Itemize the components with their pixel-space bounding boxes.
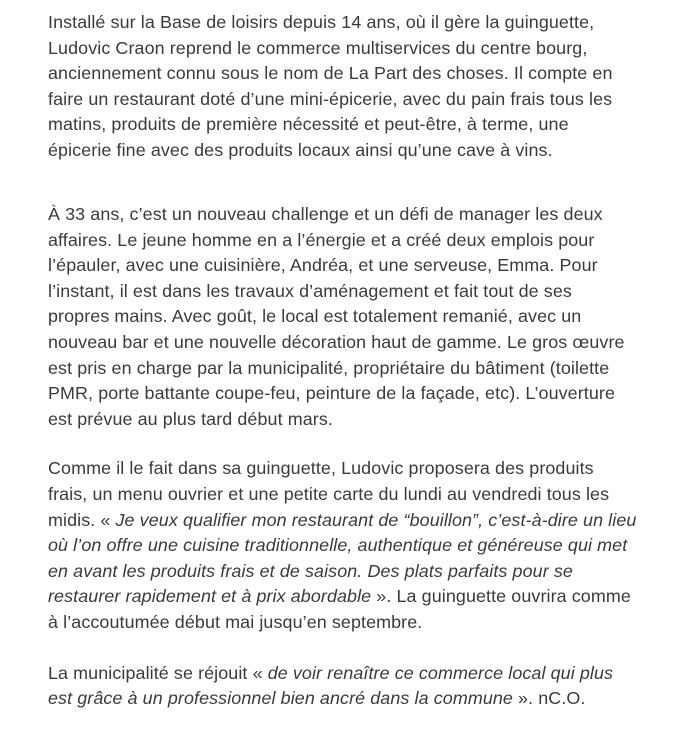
- text-line: [48, 533, 683, 559]
- paragraph-bouillon: [48, 456, 683, 635]
- text-line: anciennement connu sous le nom de La Part des choses. Il compte en: [48, 63, 613, 84]
- quote-text: en avant les produits frais et de saison. Des plats parfaits pour se: [48, 560, 573, 581]
- quote-text: de voir renaître ce commerce local qui plus: [267, 662, 614, 683]
- text-line: est prévue au plus tard début mars.: [48, 408, 333, 429]
- text-line: affaires. Le jeune homme en a l’énergie et a créé deux emplois pour: [48, 229, 595, 250]
- text-line: [48, 686, 683, 712]
- text-line: [48, 508, 683, 534]
- quote-text: restaurer rapidement et à prix abordable: [48, 586, 372, 607]
- text-plain: La municipalité se réjouit «: [48, 662, 268, 683]
- text-line: à l’accoutumée début mai jusqu’en septembre.: [48, 611, 423, 632]
- text-line: nouveau bar et une nouvelle décoration haut de gamme. Le gros œuvre: [48, 331, 625, 352]
- author-signature: ». nC.O.: [512, 688, 586, 709]
- text-line: [48, 584, 683, 610]
- text-plain: midis. «: [48, 509, 116, 530]
- text-line: propres mains. Avec goût, le local est totalement remanié, avec un: [48, 306, 582, 327]
- quote-text: où l’on offre une cuisine traditionnelle, authentique et généreuse qui met: [48, 535, 628, 556]
- text-line: [48, 661, 683, 687]
- text-line: faire un restaurant doté d’une mini-épicerie, avec du pain frais tous les: [48, 88, 613, 109]
- text-line: épicerie fine avec des produits locaux ainsi qu’une cave à vins.: [48, 139, 553, 160]
- article-body: [48, 10, 683, 712]
- paragraph-municipality: [48, 661, 683, 712]
- paragraph-intro: [48, 10, 683, 164]
- quote-text: est grâce à un professionnel bien ancré dans la commune: [48, 688, 513, 709]
- paragraph-challenge: [48, 202, 683, 432]
- text-line: [48, 559, 683, 585]
- text-line: l’instant, il est dans les travaux d’aménagement et fait tout de ses: [48, 280, 572, 301]
- text-line: À 33 ans, c’est un nouveau challenge et un défi de manager les deux: [48, 204, 603, 224]
- text-plain: ». La guinguette ouvrira comme: [371, 586, 631, 607]
- text-line: frais, un menu ouvrier et une petite carte du lundi au vendredi tous les: [48, 483, 610, 504]
- text-line: est pris en charge par la municipalité, propriétaire du bâtiment (toilette: [48, 357, 610, 378]
- text-line: PMR, porte battante coupe-feu, peinture de la façade, etc). L’ouverture: [48, 383, 616, 404]
- text-line: Ludovic Craon reprend le commerce multiservices du centre bourg,: [48, 37, 588, 58]
- text-line: Installé sur la Base de loisirs depuis 14 ans, où il gère la guinguette,: [48, 12, 595, 32]
- text-line: Comme il le fait dans sa guinguette, Ludovic proposera des produits: [48, 458, 594, 479]
- text-line: matins, produits de première nécessité et peut-être, à terme, une: [48, 114, 569, 135]
- text-line: l’épauler, avec une cuisinière, Andréa, et une serveuse, Emma. Pour: [48, 255, 598, 276]
- quote-text: Je veux qualifier mon restaurant de “bouillon”, c’est-à-dire un lieu: [115, 509, 637, 530]
